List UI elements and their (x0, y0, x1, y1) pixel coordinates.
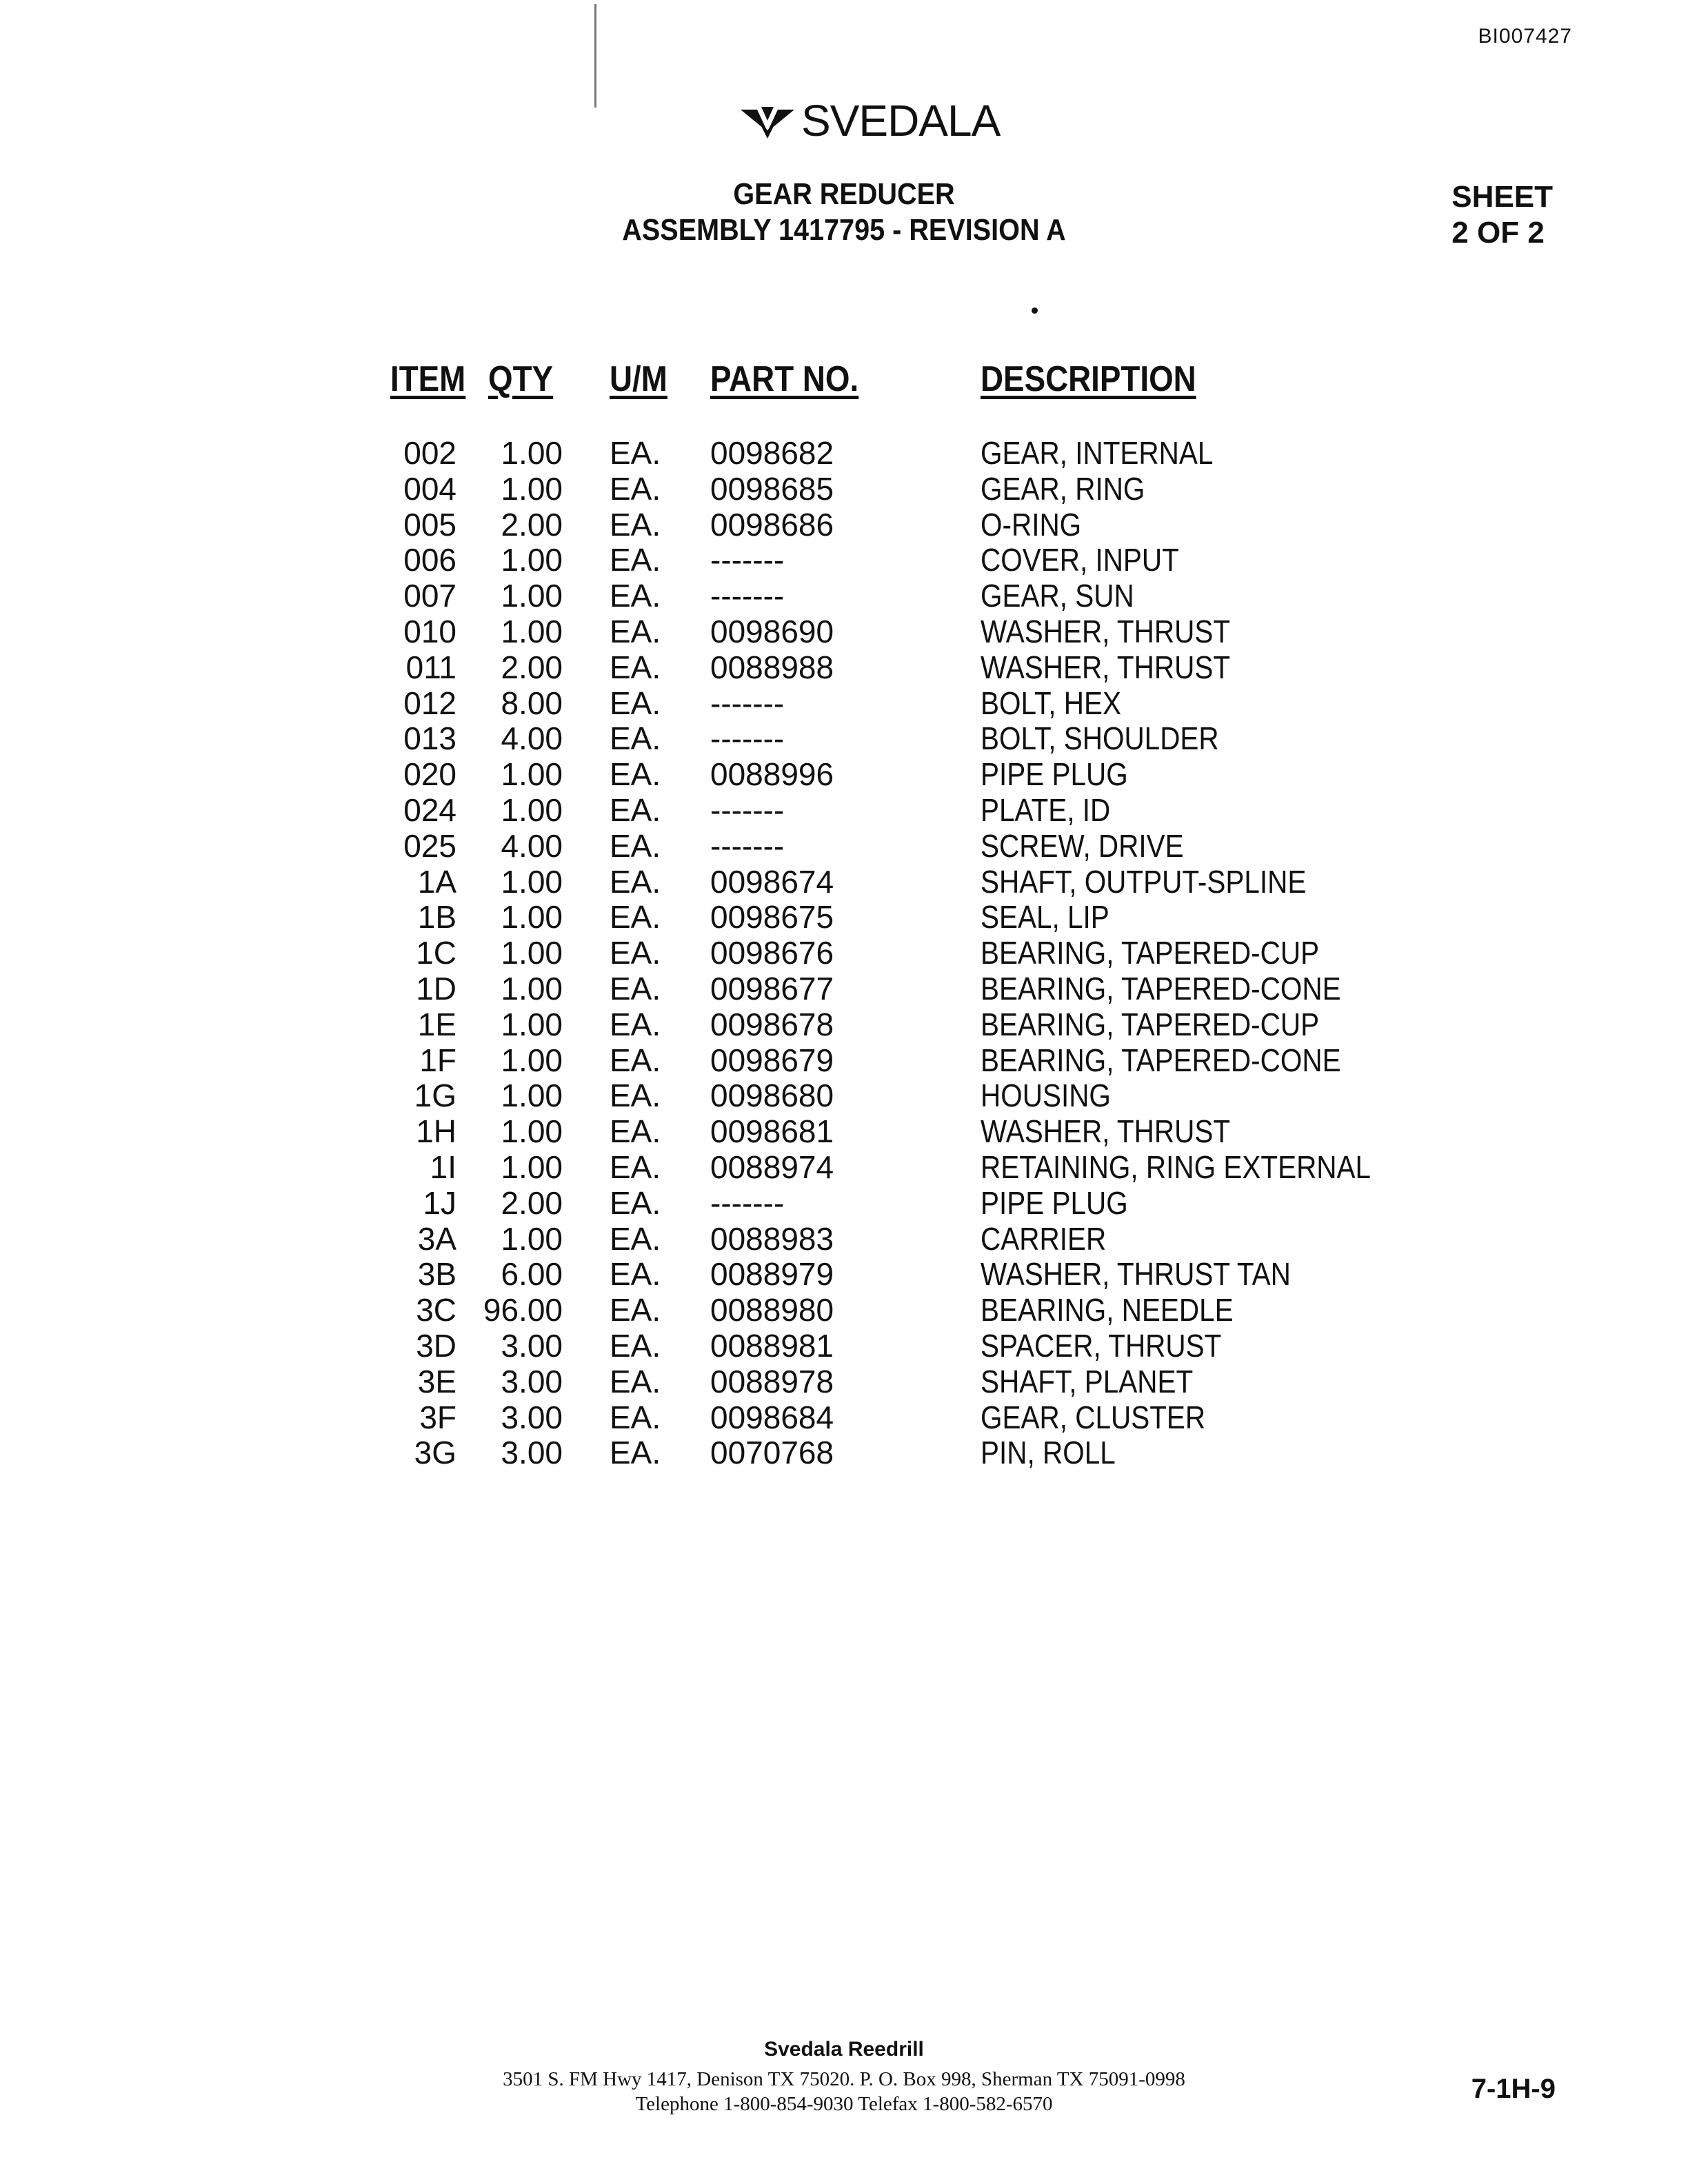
um-cell: EA. (610, 720, 661, 757)
part-no-cell: 0098679 (710, 1042, 834, 1078)
qty-cell: 1.00 (501, 1042, 563, 1078)
part-no-cell: 0088996 (710, 756, 834, 793)
qty-cell: 1.00 (501, 792, 563, 828)
footer-address: 3501 S. FM Hwy 1417, Denison TX 75020. P. O. Box 998, Sherman TX 75091-0998 (503, 2068, 1185, 2090)
company-logo (738, 95, 1000, 146)
header-item: ITEM (390, 359, 466, 399)
description-cell: WASHER, THRUST (981, 1113, 1231, 1150)
description-cell: HOUSING (981, 1078, 1111, 1114)
item-cell: 3E (417, 1363, 456, 1399)
qty-cell: 96.00 (483, 1292, 563, 1328)
um-cell: EA. (610, 971, 661, 1007)
item-cell: 3A (417, 1220, 456, 1257)
um-cell: EA. (610, 1149, 661, 1185)
scan-dot (1032, 307, 1038, 314)
description-cell: BEARING, TAPERED-CUP (981, 1006, 1320, 1042)
description-cell: RETAINING, RING EXTERNAL (981, 1149, 1372, 1185)
um-cell: EA. (610, 935, 661, 971)
description-cell: O-RING (981, 506, 1082, 543)
part-no-cell: ------- (710, 1184, 785, 1221)
item-cell: 007 (403, 578, 456, 614)
description-cell: COVER, INPUT (981, 542, 1179, 578)
svedala-logo-mark-icon (738, 100, 797, 141)
um-cell: EA. (610, 435, 661, 471)
um-cell: EA. (610, 542, 661, 578)
part-no-cell: 0098676 (710, 935, 834, 971)
item-cell: 1C (416, 935, 456, 971)
item-cell: 3F (419, 1399, 456, 1435)
scan-margin-line (594, 4, 596, 108)
part-no-cell: 0098680 (710, 1078, 834, 1114)
um-cell: EA. (610, 756, 661, 793)
um-cell: EA. (610, 1399, 661, 1435)
um-cell: EA. (610, 1006, 661, 1042)
description-cell: SHAFT, OUTPUT-SPLINE (981, 863, 1307, 900)
page-reference: 7-1H-9 (1471, 2074, 1556, 2104)
part-no-cell: ------- (710, 542, 785, 578)
part-no-cell: 0088978 (710, 1363, 834, 1399)
description-cell: SCREW, DRIVE (981, 827, 1184, 864)
description-cell: PIPE PLUG (981, 1184, 1128, 1221)
description-cell: GEAR, INTERNAL (981, 435, 1214, 471)
um-cell: EA. (610, 1256, 661, 1293)
item-cell: 024 (403, 792, 456, 828)
part-no-cell: 0098675 (710, 899, 834, 936)
qty-cell: 3.00 (501, 1399, 563, 1435)
document-title (0, 176, 1688, 248)
qty-cell: 8.00 (501, 685, 563, 721)
qty-cell: 1.00 (501, 1220, 563, 1257)
part-no-cell: 0098677 (710, 971, 834, 1007)
qty-cell: 1.00 (501, 863, 563, 900)
description-cell: GEAR, SUN (981, 578, 1134, 614)
sheet-indicator (1451, 179, 1553, 251)
footer-phone: Telephone 1-800-854-9030 Telefax 1-800-582-6570 (635, 2093, 1053, 2115)
qty-cell: 1.00 (501, 1006, 563, 1042)
item-cell: 3G (414, 1435, 456, 1471)
qty-cell: 4.00 (501, 827, 563, 864)
part-no-cell: ------- (710, 792, 785, 828)
item-cell: 006 (403, 542, 456, 578)
um-cell: EA. (610, 1220, 661, 1257)
part-no-cell: 0098681 (710, 1113, 834, 1150)
qty-cell: 1.00 (501, 1078, 563, 1114)
part-no-cell: 0098674 (710, 863, 834, 900)
item-cell: 1D (416, 971, 456, 1007)
logo-text: SVEDALA (801, 96, 1001, 145)
description-cell: PIPE PLUG (981, 756, 1128, 793)
part-no-cell: 0088979 (710, 1256, 834, 1293)
part-no-cell: 0098685 (710, 470, 834, 507)
item-cell: 1F (419, 1042, 456, 1078)
qty-cell: 6.00 (501, 1256, 563, 1293)
title-line-2: ASSEMBLY 1417795 - REVISION A (622, 213, 1066, 247)
item-cell: 1A (417, 863, 456, 900)
part-no-cell: ------- (710, 685, 785, 721)
footer-company: Svedala Reedrill (764, 2038, 924, 2061)
header-qty: QTY (488, 359, 554, 399)
qty-cell: 1.00 (501, 899, 563, 936)
qty-cell: 4.00 (501, 720, 563, 757)
um-cell: EA. (610, 614, 661, 649)
um-cell: EA. (610, 1363, 661, 1399)
sheet-number: 2 OF 2 (1451, 216, 1545, 250)
part-no-cell: 0088983 (710, 1220, 834, 1257)
qty-cell: 1.00 (501, 756, 563, 793)
item-cell: 011 (405, 649, 456, 685)
qty-cell: 1.00 (501, 578, 563, 614)
description-cell: GEAR, CLUSTER (981, 1399, 1206, 1435)
item-cell: 1J (423, 1184, 456, 1221)
part-no-cell: 0098690 (710, 614, 834, 649)
header-description: DESCRIPTION (981, 359, 1196, 399)
part-no-cell: 0088988 (710, 649, 834, 685)
qty-cell: 1.00 (501, 1149, 563, 1185)
qty-cell: 1.00 (501, 435, 563, 471)
um-cell: EA. (610, 1078, 661, 1114)
qty-cell: 1.00 (501, 542, 563, 578)
description-cell: GEAR, RING (981, 470, 1145, 507)
item-cell: 010 (403, 614, 456, 649)
item-cell: 013 (403, 720, 456, 757)
part-no-cell: 0098684 (710, 1399, 834, 1435)
item-cell: 004 (403, 470, 456, 507)
qty-cell: 1.00 (501, 935, 563, 971)
um-cell: EA. (610, 863, 661, 900)
item-cell: 3D (416, 1328, 456, 1364)
description-cell: PIN, ROLL (981, 1435, 1116, 1471)
qty-cell: 2.00 (501, 649, 563, 685)
description-cell: WASHER, THRUST (981, 649, 1231, 685)
description-cell: BOLT, SHOULDER (981, 720, 1219, 757)
um-cell: EA. (610, 1328, 661, 1364)
um-cell: EA. (610, 899, 661, 936)
um-cell: EA. (610, 506, 661, 543)
part-no-cell: 0098686 (710, 506, 834, 543)
description-cell: WASHER, THRUST TAN (981, 1256, 1291, 1293)
part-no-cell: 0098678 (710, 1006, 834, 1042)
item-cell: 1G (414, 1078, 456, 1114)
part-no-cell: ------- (710, 578, 785, 614)
item-cell: 1I (430, 1149, 456, 1185)
um-cell: EA. (610, 1184, 661, 1221)
qty-cell: 1.00 (501, 470, 563, 507)
title-line-1: GEAR REDUCER (733, 177, 955, 211)
part-no-cell: 0070768 (710, 1435, 834, 1471)
um-cell: EA. (610, 649, 661, 685)
um-cell: EA. (610, 1435, 661, 1471)
document-id: BI007427 (1478, 25, 1572, 48)
qty-cell: 2.00 (501, 1184, 563, 1221)
um-cell: EA. (610, 1292, 661, 1328)
qty-cell: 3.00 (501, 1363, 563, 1399)
qty-cell: 3.00 (501, 1328, 563, 1364)
part-no-cell: 0088974 (710, 1149, 834, 1185)
part-no-cell: ------- (710, 827, 785, 864)
qty-cell: 1.00 (501, 971, 563, 1007)
um-cell: EA. (610, 1113, 661, 1150)
item-cell: 012 (403, 685, 456, 721)
item-cell: 1B (417, 899, 456, 936)
qty-cell: 3.00 (501, 1435, 563, 1471)
um-cell: EA. (610, 792, 661, 828)
um-cell: EA. (610, 685, 661, 721)
item-cell: 1H (416, 1113, 456, 1150)
header-part-no: PART NO. (710, 359, 859, 399)
description-cell: BEARING, TAPERED-CUP (981, 935, 1320, 971)
item-cell: 005 (403, 506, 456, 543)
item-cell: 020 (403, 756, 456, 793)
um-cell: EA. (610, 470, 661, 507)
description-cell: BEARING, TAPERED-CONE (981, 1042, 1341, 1078)
part-no-cell: 0088981 (710, 1328, 834, 1364)
part-no-cell: 0098682 (710, 435, 834, 471)
um-cell: EA. (610, 578, 661, 614)
part-no-cell: 0088980 (710, 1292, 834, 1328)
description-cell: BOLT, HEX (981, 685, 1121, 721)
qty-cell: 2.00 (501, 506, 563, 543)
description-cell: WASHER, THRUST (981, 614, 1231, 649)
header-um: U/M (610, 359, 667, 399)
qty-cell: 1.00 (501, 614, 563, 649)
description-cell: CARRIER (981, 1220, 1107, 1257)
sheet-label: SHEET (1451, 180, 1553, 214)
description-cell: SPACER, THRUST (981, 1328, 1222, 1364)
qty-cell: 1.00 (501, 1113, 563, 1150)
item-cell: 3C (416, 1292, 456, 1328)
um-cell: EA. (610, 827, 661, 864)
item-cell: 002 (403, 435, 456, 471)
item-cell: 1E (417, 1006, 456, 1042)
description-cell: BEARING, TAPERED-CONE (981, 971, 1341, 1007)
description-cell: SEAL, LIP (981, 899, 1109, 936)
description-cell: SHAFT, PLANET (981, 1363, 1194, 1399)
page-footer (0, 2038, 1688, 2116)
um-cell: EA. (610, 1042, 661, 1078)
item-cell: 3B (417, 1256, 456, 1293)
description-cell: BEARING, NEEDLE (981, 1292, 1234, 1328)
description-cell: PLATE, ID (981, 792, 1111, 828)
part-no-cell: ------- (710, 720, 785, 757)
item-cell: 025 (403, 827, 456, 864)
